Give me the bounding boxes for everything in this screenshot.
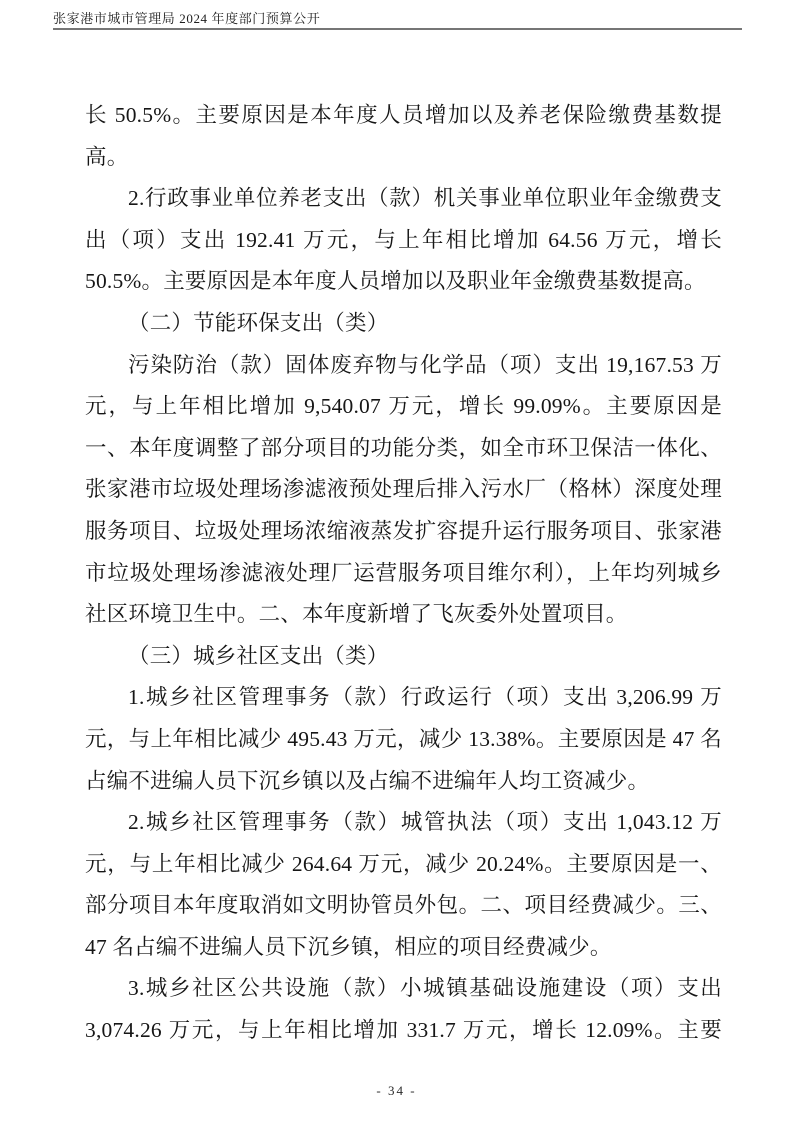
- text-line: 元，与上年相比增加 9,540.07 万元，增长 99.09%。主要原因是: [85, 394, 722, 419]
- text-line: 长 50.5%。主要原因是本年度人员增加以及养老保险缴费基数提: [85, 103, 722, 127]
- header-rule: [53, 28, 742, 30]
- page-number: - 34 -: [376, 1083, 417, 1098]
- page-header: [53, 11, 742, 30]
- text-line: 张家港市垃圾处理场渗滤液预处理后排入污水厂（格林）深度处理: [85, 477, 722, 502]
- header-title: 张家港市城市管理局 2024 年度部门预算公开: [53, 11, 321, 26]
- text-line: 元，与上年相比减少 264.64 万元，减少 20.24%。主要原因是一、: [85, 851, 722, 876]
- text-line: 50.5%。主要原因是本年度人员增加以及职业年金缴费基数提高。: [85, 269, 706, 294]
- text-line: 社区环境卫生中。二、本年度新增了飞灰委外处置项目。: [85, 602, 628, 627]
- text-line: 部分项目本年度取消如文明协管员外包。二、项目经费减少。三、: [85, 893, 722, 918]
- text-line: 占编不进编人员下沉乡镇以及占编不进编年人均工资减少。: [85, 768, 650, 793]
- text-line: 高。: [85, 144, 129, 169]
- document-body: [85, 95, 722, 1052]
- text-line: 2.行政事业单位养老支出（款）机关事业单位职业年金缴费支: [128, 186, 722, 211]
- text-line: 服务项目、垃圾处理场浓缩液蒸发扩容提升运行服务项目、张家港: [85, 518, 722, 543]
- text-line: 1.城乡社区管理事务（款）行政运行（项）支出 3,206.99 万: [128, 685, 722, 710]
- text-line: 一、本年度调整了部分项目的功能分类，如全市环卫保洁一体化、: [85, 435, 722, 460]
- text-line: 3.城乡社区公共设施（款）小城镇基础设施建设（项）支出: [128, 976, 722, 1001]
- text-line: 市垃圾处理场渗滤液处理厂运营服务项目维尔利），上年均列城乡: [85, 560, 722, 585]
- text-line: 2.城乡社区管理事务（款）城管执法（项）支出 1,043.12 万: [128, 810, 722, 835]
- text-line: 出（项）支出 192.41 万元，与上年相比增加 64.56 万元，增长: [85, 227, 722, 252]
- text-line: （二）节能环保支出（类）: [128, 310, 389, 335]
- text-line: 47 名占编不进编人员下沉乡镇，相应的项目经费减少。: [85, 934, 612, 959]
- text-line: 元，与上年相比减少 495.43 万元，减少 13.38%。主要原因是 47 名: [85, 726, 722, 751]
- text-line: （三）城乡社区支出（类）: [128, 643, 389, 668]
- page-footer: [0, 1082, 793, 1100]
- text-line: 污染防治（款）固体废弃物与化学品（项）支出 19,167.53 万: [128, 352, 722, 377]
- text-line: 3,074.26 万元，与上年相比增加 331.7 万元，增长 12.09%。主要: [85, 1018, 722, 1043]
